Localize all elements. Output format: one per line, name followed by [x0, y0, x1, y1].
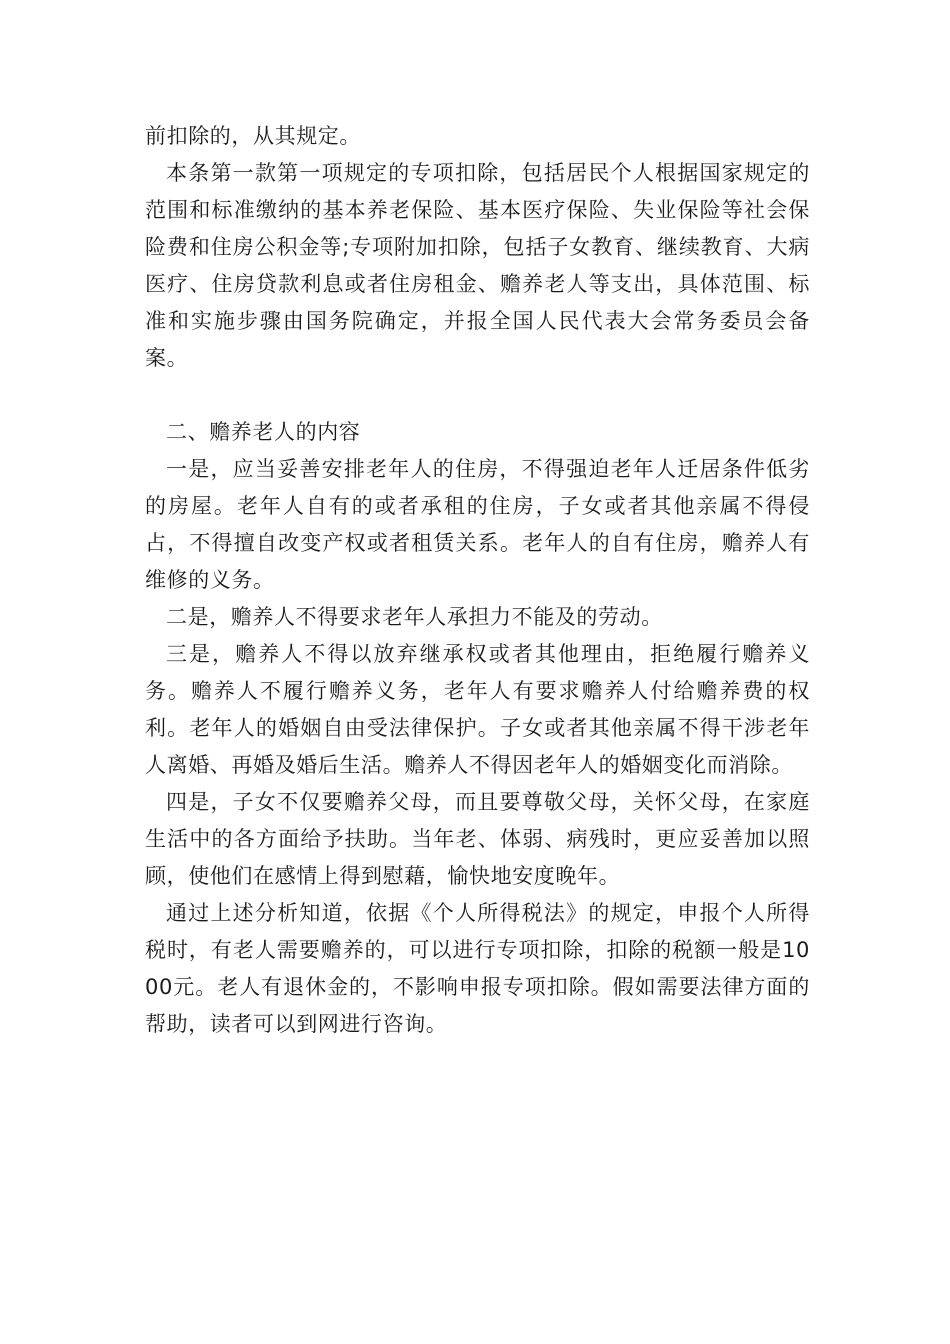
paragraph-point-three: 三是，赡养人不得以放弃继承权或者其他理由，拒绝履行赡养义务。赡养人不履行赡养义务，老年人有要求赡养人付给赡养费的权利。老年人的婚姻自由受法律保护。子女或者其他亲属不得干涉老年人离婚、再婚及婚后生活。赡养人不得因老年人的婚姻变化而消除。 — [145, 642, 810, 777]
paragraph-point-two: 二是，赡养人不得要求老年人承担力不能及的劳动。 — [166, 605, 663, 629]
paragraph-conclusion: 通过上述分析知道，依据《个人所得税法》的规定，申报个人所得税时，有老人需要赡养的，可以进行专项扣除，扣除的税额一般是1000元。老人有退休金的，不影响申报专项扣除。假如需要法律方面的帮助，读者可以到网进行咨询。 — [145, 901, 810, 1036]
blank-line — [145, 377, 810, 414]
document-body — [145, 118, 810, 1043]
paragraph-point-four: 四是，子女不仅要赡养父母，而且要尊敬父母，关怀父母，在家庭生活中的各方面给予扶助。当年老、体弱、病残时，更应妥善加以照顾，使他们在感情上得到慰藉，愉快地安度晚年。 — [145, 790, 810, 888]
section-heading: 二、赡养老人的内容 — [166, 420, 361, 444]
paragraph-continuation: 前扣除的，从其规定。 — [145, 124, 361, 148]
paragraph-point-one: 一是，应当妥善安排老年人的住房，不得强迫老年人迁居条件低劣的房屋。老年人自有的或者承租的住房，子女或者其他亲属不得侵占，不得擅自改变产权或者租赁关系。老年人的自有住房，赡养人有维修的义务。 — [145, 457, 810, 592]
paragraph-special-deduction: 本条第一款第一项规定的专项扣除，包括居民个人根据国家规定的范围和标准缴纳的基本养老保险、基本医疗保险、失业保险等社会保险费和住房公积金等;专项附加扣除，包括子女教育、继续教育、大病医疗、住房贷款利息或者住房租金、赡养老人等支出，具体范围、标准和实施步骤由国务院确定，并报全国人民代表大会常务委员会备案。 — [145, 161, 810, 370]
